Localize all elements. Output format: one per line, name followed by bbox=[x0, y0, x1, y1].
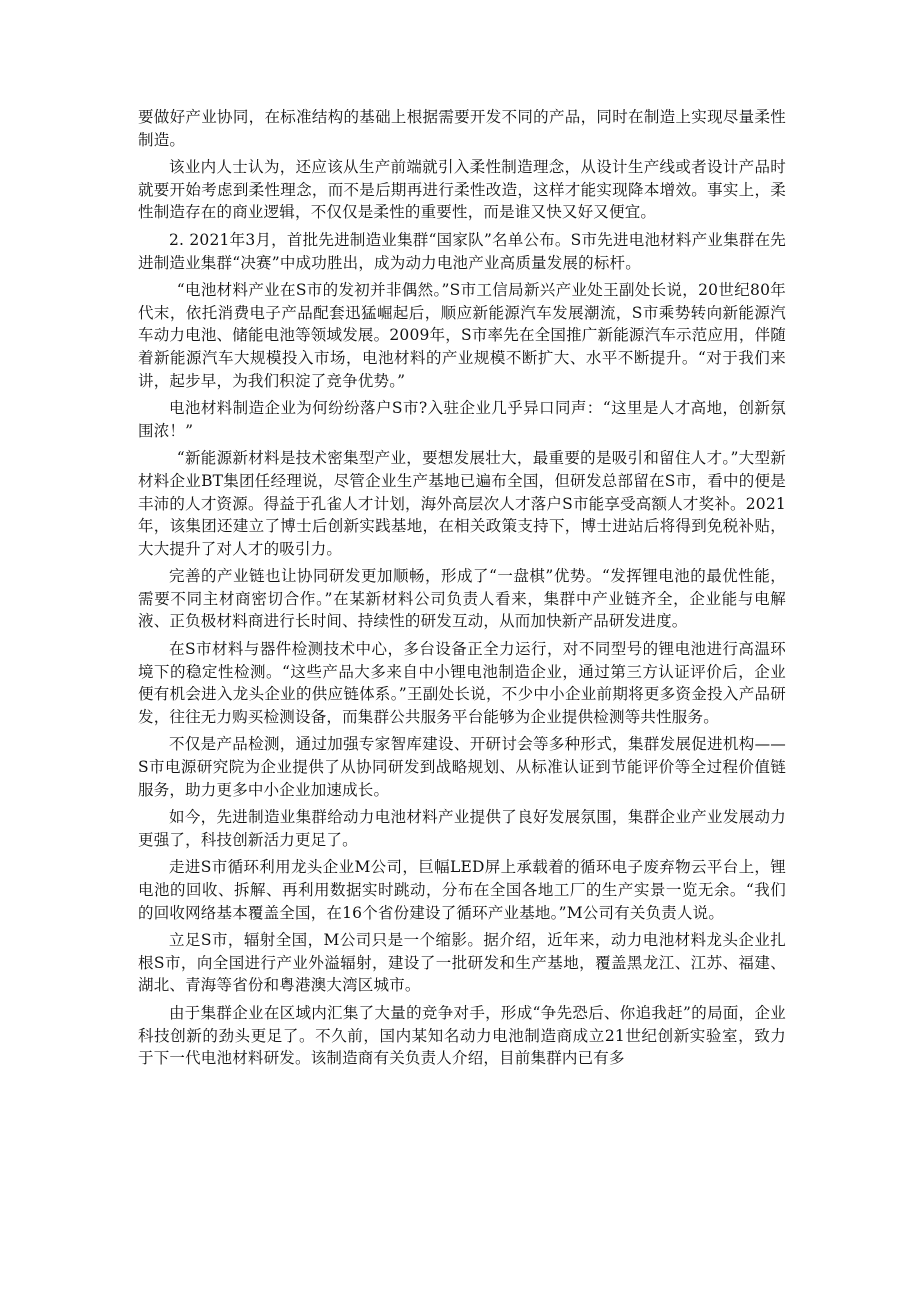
document-page bbox=[138, 106, 786, 1075]
paragraph-12: 立足S市，辐射全国，M公司只是一个缩影。据介绍，近年来，动力电池材料龙头企业扎根S市，向全国进行产业外溢辐射，建设了一批研发和生产基地，覆盖黑龙江、江苏、福建、湖北、青海等省份和粤港澳大湾区城市。 bbox=[138, 931, 786, 995]
paragraph-2: 该业内人士认为，还应该从生产前端就引入柔性制造理念，从设计生产线或者设计产品时就要开始考虑到柔性理念，而不是后期再进行柔性改造，这样才能实现降本增效。事实上，柔性制造存在的商业逻辑，不仅仅是柔性的重要性，而是谁又快又好又便宜。 bbox=[138, 158, 786, 222]
paragraph-1: 要做好产业协同，在标准结构的基础上根据需要开发不同的产品，同时在制造上实现尽量柔性制造。 bbox=[138, 108, 786, 149]
paragraph-6: “新能源新材料是技术密集型产业，要想发展壮大，最重要的是吸引和留住人才。”大型新材料企业BT集团任经理说，尽管企业生产基地已遍布全国，但研发总部留在S市，看中的便是丰沛的人才资源。得益于孔雀人才计划，海外高层次人才落户S市能享受高额人才奖补。2021年，该集团还建立了博士后创新实践基地，在相关政策支持下，博士进站后将得到免税补贴，大大提升了对人才的吸引力。 bbox=[138, 449, 786, 558]
paragraph-8: 在S市材料与器件检测技术中心，多台设备正全力运行，对不同型号的锂电池进行高温环境下的稳定性检测。“这些产品大多来自中小锂电池制造企业，通过第三方认证评价后，企业便有机会进入龙头企业的供应链体系。”王副处长说，不少中小企业前期将更多资金投入产品研发，往往无力购买检测设备，而集群公共服务平台能够为企业提供检测等共性服务。 bbox=[138, 640, 786, 726]
paragraph-9: 不仅是产品检测，通过加强专家智库建设、开研讨会等多种形式，集群发展促进机构——S市电源研究院为企业提供了从协同研发到战略规划、从标准认证到节能评价等全过程价值链服务，助力更多中小企业加速成长。 bbox=[138, 735, 786, 799]
paragraph-4: “电池材料产业在S市的发初并非偶然。”S市工信局新兴产业处王副处长说，20世纪80年代末，依托消费电子产品配套迅猛崛起后，顺应新能源汽车发展潮流，S市乘势转向新能源汽车动力电池、储能电池等领域发展。2009年，S市率先在全国推广新能源汽车示范应用，伴随着新能源汽车大规模投入市场，电池材料的产业规模不断扩大、水平不断提升。“对于我们来讲，起步早，为我们积淀了竞争优势。” bbox=[138, 281, 786, 390]
paragraph-13: 由于集群企业在区域内汇集了大量的竞争对手，形成“争先恐后、你追我赶”的局面，企业科技创新的劲头更足了。不久前，国内某知名动力电池制造商成立21世纪创新实验室，致力于下一代电池材料研发。该制造商有关负责人介绍，目前集群内已有多 bbox=[138, 1003, 786, 1068]
paragraph-3: 2. 2021年3月，首批先进制造业集群“国家队”名单公布。S市先进电池材料产业集群在先进制造业集群“决赛”中成功胜出，成为动力电池产业高质量发展的标杆。 bbox=[138, 230, 786, 272]
paragraph-7: 完善的产业链也让协同研发更加顺畅，形成了“一盘棋”优势。“发挥锂电池的最优性能，需要不同主材商密切合作。”在某新材料公司负责人看来，集群中产业链齐全，企业能与电解液、正负极材料商进行长时间、持续性的研发互动，从而加快新产品研发进度。 bbox=[138, 567, 786, 631]
paragraph-5: 电池材料制造企业为何纷纷落户S市?入驻企业几乎异口同声：“这里是人才高地，创新氛围浓！” bbox=[138, 399, 786, 440]
paragraph-11: 走进S市循环利用龙头企业M公司，巨幅LED屏上承载着的循环电子废弃物云平台上，锂电池的回收、拆解、再利用数据实时跳动，分布在全国各地工厂的生产实景一览无余。“我们的回收网络基本覆盖全国，在16个省份建设了循环产业基地。”M公司有关负责人说。 bbox=[138, 858, 786, 922]
paragraph-10: 如今，先进制造业集群给动力电池材料产业提供了良好发展氛围，集群企业产业发展动力更强了，科技创新活力更足了。 bbox=[138, 808, 786, 849]
